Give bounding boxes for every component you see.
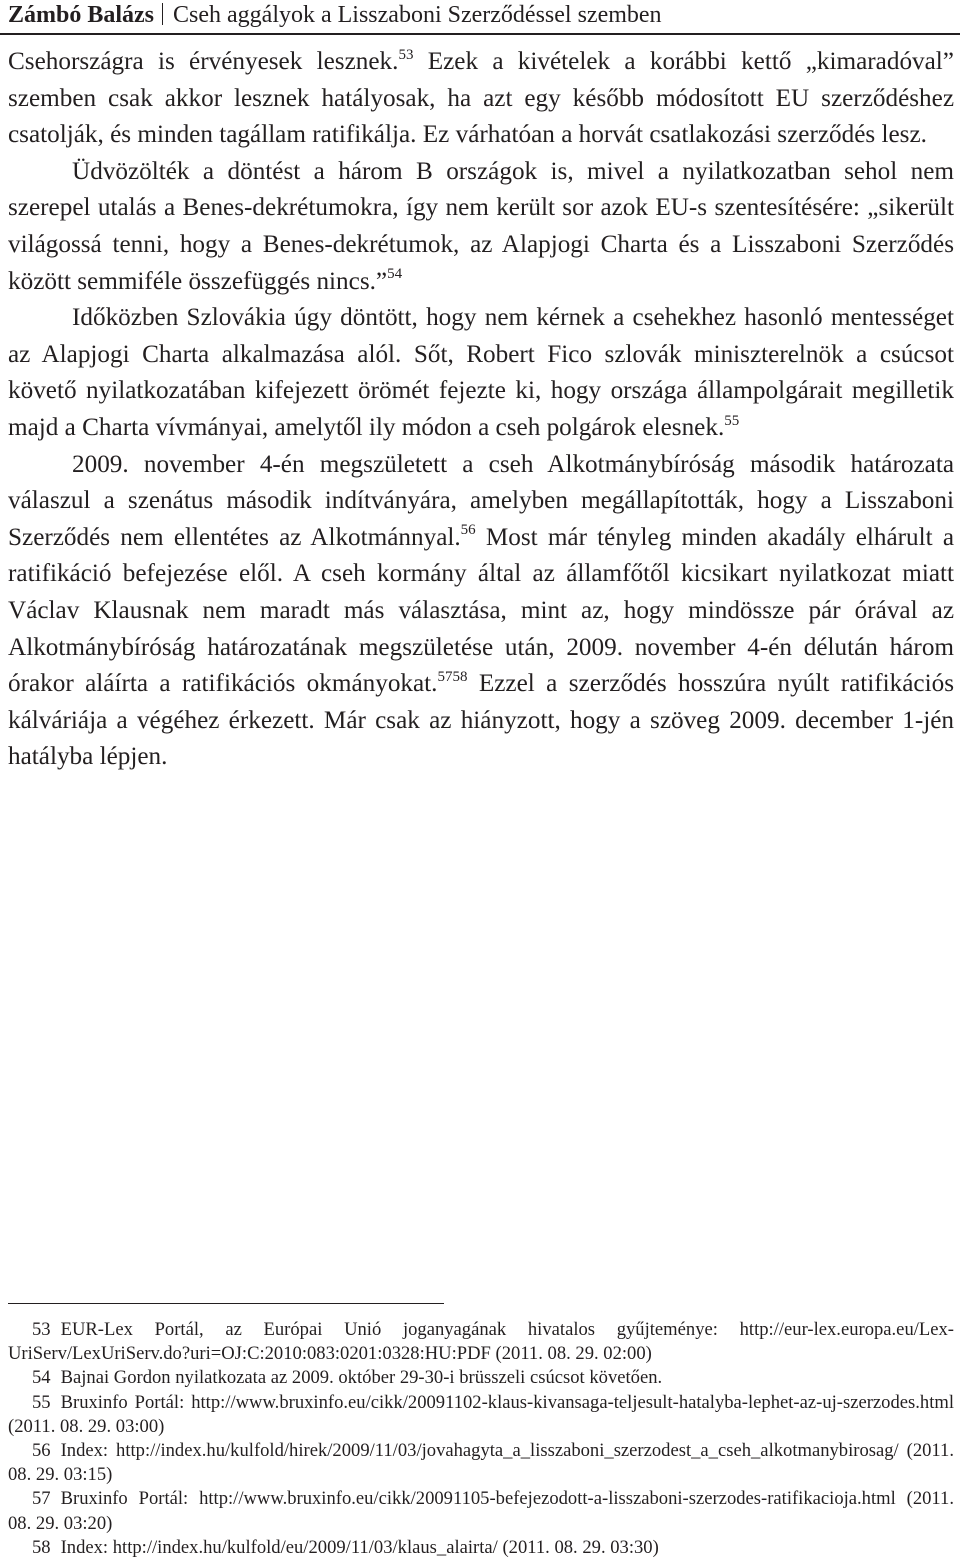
footnote-ref-55[interactable]: 55 [724,412,740,429]
footnote-text: Bruxinfo Portál: http://www.bruxinfo.eu/cikk/20091102-klaus-kivansaga-teljesult-hatalyba-lephet-az-uj-szerzodes.html (2011. 08. 29. 03:00) [8,1391,954,1437]
paragraph-2 [8,154,954,300]
footnote-text: EUR-Lex Portál, az Európai Unió joganyagának hivatalos gyűjteménye: http://eur-lex.europa.eu/Lex-UriServ/LexUriServ.do?uri=OJ:C:2010:083:0201:0328:HU:PDF (2011. 08. 29. 02:00) [8,1319,954,1365]
paragraph-text: Most már tényleg minden akadály elhárult a ratifikáció befejezése elől. A cseh kormány által az államfőtől kicsikart nyilatkozat miatt Václav Klausnak nem maradt más választása, mint az, hogy mindössze pár órával az Alkotmánybíróság határozatának megszületése után, 2009. november 4-én délután három órakor aláírta a ratifikációs okmányokat. [8,523,954,698]
footnote-ref-54[interactable]: 54 [387,266,403,283]
footnote-number: 58 [32,1536,51,1558]
footnote-54 [8,1366,954,1390]
footnote-58 [8,1536,954,1560]
footnote-ref-53[interactable]: 53 [398,46,414,63]
header-author: Zámbó Balázs [8,2,155,28]
footnote-number: 54 [32,1367,51,1389]
footnote-number: 57 [32,1488,51,1510]
paragraph-text: Üdvözölték a döntést a három B országok is, mivel a nyilatkozatban sehol nem szerepel utalás a Benes-dekrétumokra, így nem került sor azok EU-s szentesítésére: „sikerült világossá tenni, hogy a Benes-dekrétumok, az Alapjogi Charta és a Lisszaboni Szerződés között semmiféle összefüggés nincs.” [8,157,954,295]
running-header [8,0,958,30]
paragraph-text: Időközben Szlovákia úgy döntött, hogy nem kérnek a csehekhez hasonló mentességet az Alapjogi Charta alkalmazása alól. Sőt, Robert Fico szlovák miniszterelnök a csúcsot követő nyilatkozatában kifejezett örömét fejezte ki, hogy országa állampolgárait megilletik majd a Charta vívmányai, amelytől ily módon a cseh polgárok elesnek. [8,304,954,441]
footnote-number: 56 [32,1440,51,1462]
footnote-ref-57-58[interactable]: 5758 [437,668,468,685]
footnote-number: 53 [32,1319,51,1340]
paragraph-1 [8,44,954,154]
paragraph-text: 2009. november 4-én megszületett a cseh Alkotmánybíróság második határozata válaszul a szenátus második indítványára, amelyben megállapították, hogy a Lisszaboni Szerződés nem ellentétes az Alkotmánnyal. [8,450,954,551]
footnote-number: 55 [32,1391,51,1413]
paragraph-3 [8,300,954,446]
footnotes [8,1318,954,1560]
footnote-57 [8,1487,954,1535]
paragraph-text: Ezek a kivételek a korábbi kettő „kimaradóval” szemben csak akkor lesznek hatályosak, ha azt egy később módosított EU szerződéshez csatolják, és minden tagállam ratifikálja. Ez várhatóan a horvát csatlakozási szerződés lesz. [8,48,954,149]
footnote-text: Index: http://index.hu/kulfold/hirek/2009/11/03/jovahagyta_a_lisszaboni_szerzodest_a_cseh_alkotmanybirosag/ (2011. 08. 29. 03:15) [8,1440,954,1486]
footnote-55 [8,1391,954,1439]
footnote-separator [8,1303,444,1304]
header-separator [162,3,163,25]
body-text [8,44,954,776]
footnote-text: Bajnai Gordon nyilatkozata az 2009. október 29-30-i brüsszeli csúcsot követően. [60,1367,663,1389]
header-title: Cseh aggályok a Lisszaboni Szerződéssel szemben [173,2,662,28]
footnote-53 [8,1318,954,1366]
paragraph-text: Ezzel a szerződés hosszúra nyúlt ratifikációs kálváriája a végéhez érkezett. Már csak az hiányzott, hogy a szöveg 2009. december 1-jén hatályba lépjen. [8,670,955,771]
paragraph-4 [8,447,954,776]
header-rule [0,33,960,35]
footnote-text: Bruxinfo Portál: http://www.bruxinfo.eu/cikk/20091105-befejezodott-a-lisszaboni-szerzodes-ratifikacioja.html (2011. 08. 29. 03:20) [8,1488,954,1534]
footnote-text: Index: http://index.hu/kulfold/eu/2009/11/03/klaus_alairta/ (2011. 08. 29. 03:30) [60,1536,659,1558]
paragraph-text: Csehországra is érvényesek lesznek. [8,48,399,75]
footnote-56 [8,1439,954,1487]
footnote-ref-56[interactable]: 56 [460,522,476,539]
